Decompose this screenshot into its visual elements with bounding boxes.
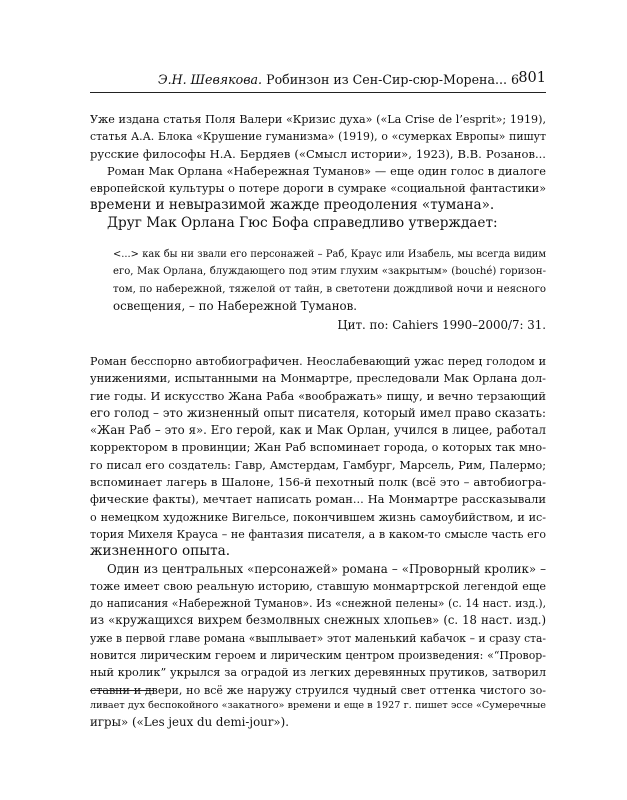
text-line: из «кружащихся вихрем безмолвных снежных хлопьев» (с. 18 наст. изд.) [90,613,546,628]
running-header [90,72,546,90]
text-line: статья А.А. Блока «Крушение гуманизма» (1919), о «сумерках Европы» пишут [90,130,546,144]
body-text [90,353,546,699]
header-author: Э.Н. Шевякова. [158,72,263,87]
text-line: Друг Мак Орлана Гюс Бофа справедливо утверждает: [107,214,498,231]
text-line: европейской культуры о потере дороги в сумраке «социальной фантастики» [90,182,546,196]
text-line: его голод – это жизненный опыт писателя, который имел право сказать: [90,405,546,420]
footnote-line: игры» («Les jeux du demi-jour»). [90,715,289,730]
block-quote [113,246,546,315]
text-line: до написания «Набережной Туманов». Из «снежной пелены» (с. 14 наст. изд.), [90,597,546,611]
text-line: Роман бесспорно автобиографичен. Неослабевающий ужас перед голодом и [90,355,546,368]
text-line: фические факты), мечтает написать роман... На Монмартре рассказывали [90,492,546,507]
text-line: Один из центральных «персонажей» романа – «Проворный кролик» – [107,561,546,576]
text-line: жизненного опыта. [90,543,231,560]
quote-citation: Цит. по: Cahiers 1990–2000/7: 31. [337,318,546,332]
text-line: о немецком художнике Вигельсе, покончившем жизнь самоубийством, и ис- [90,510,546,524]
text-line: унижениями, испытанными на Монмартре, преследовали Мак Орлана дол- [90,372,546,386]
text-line: Уже издана статья Поля Валери «Кризис духа» («La Crise de l’esprit»; 1919), [90,113,546,126]
text-line: корректором в провинции; Жан Раб вспоминает города, о которых так мно- [90,441,546,455]
quote-line: <...> как бы ни звали его персонажей – Раб, Краус или Изабель, мы всегда видим [113,249,546,260]
running-title [158,72,519,87]
text-line: ный кролик” укрылся за оградой из легких деревянных прутиков, затворил [90,666,546,680]
page-number: 801 [518,70,546,86]
header-title: Робинзон из Сен-Сир-сюр-Морена... 6 [266,72,519,87]
text-line: русские философы Н.А. Бердяев («Смысл истории», 1923), В.В. Розанов... [90,146,546,161]
text-line: го писал его создатель: Гавр, Амстердам, Гамбург, Марсель, Рим, Палермо; [90,458,546,472]
text-line: тория Михеля Крауса – не фантазия писателя, а в каком-то смысле часть его [90,527,546,541]
text-line: тоже имеет свою реальную историю, ставшую монмартрской легендой еще [90,579,546,593]
quote-line: том, по набережной, тяжелой от тайн, в светотени дождливой ночи и неясного [113,283,546,295]
intro-text [90,111,546,232]
text-line: вспоминает лагерь в Шалоне, 156-й пехотный полк (всё это – автобиогра- [90,475,546,490]
quote-line: его, Мак Орлана, блуждающего под этим глухим «закрытым» (bouché) горизон- [113,266,546,278]
footnote [90,697,546,732]
text-line: новится лирическим героем и лирическим центром произведения: «“Провор- [90,649,546,663]
footnote-rule [90,690,154,691]
text-line: уже в первой главе романа «выплывает» этот маленький кабачок – и сразу ста- [90,631,546,645]
text-line: ставни и двери, но всё же наружу струился чудный свет оттенка чистого зо- [90,683,546,697]
header-rule [90,92,546,93]
text-line: «Жан Раб – это я». Его герой, как и Мак Орлан, учился в лицее, работал [90,423,546,438]
text-line: Роман Мак Орлана «Набережная Туманов» — еще один голос в диалоге [107,163,546,178]
footnote-line: ливает дух беспокойного «закатного» времени и еще в 1927 г. пишет эссе «Сумеречные [90,700,546,711]
text-line: времени и невыразимой жажде преодоления «тумана». [90,197,495,214]
quote-line: освещения, – по Набережной Туманов. [113,298,358,313]
text-line: гие годы. И искусство Жана Раба «воображать» пищу, и вечно терзающий [90,388,546,403]
